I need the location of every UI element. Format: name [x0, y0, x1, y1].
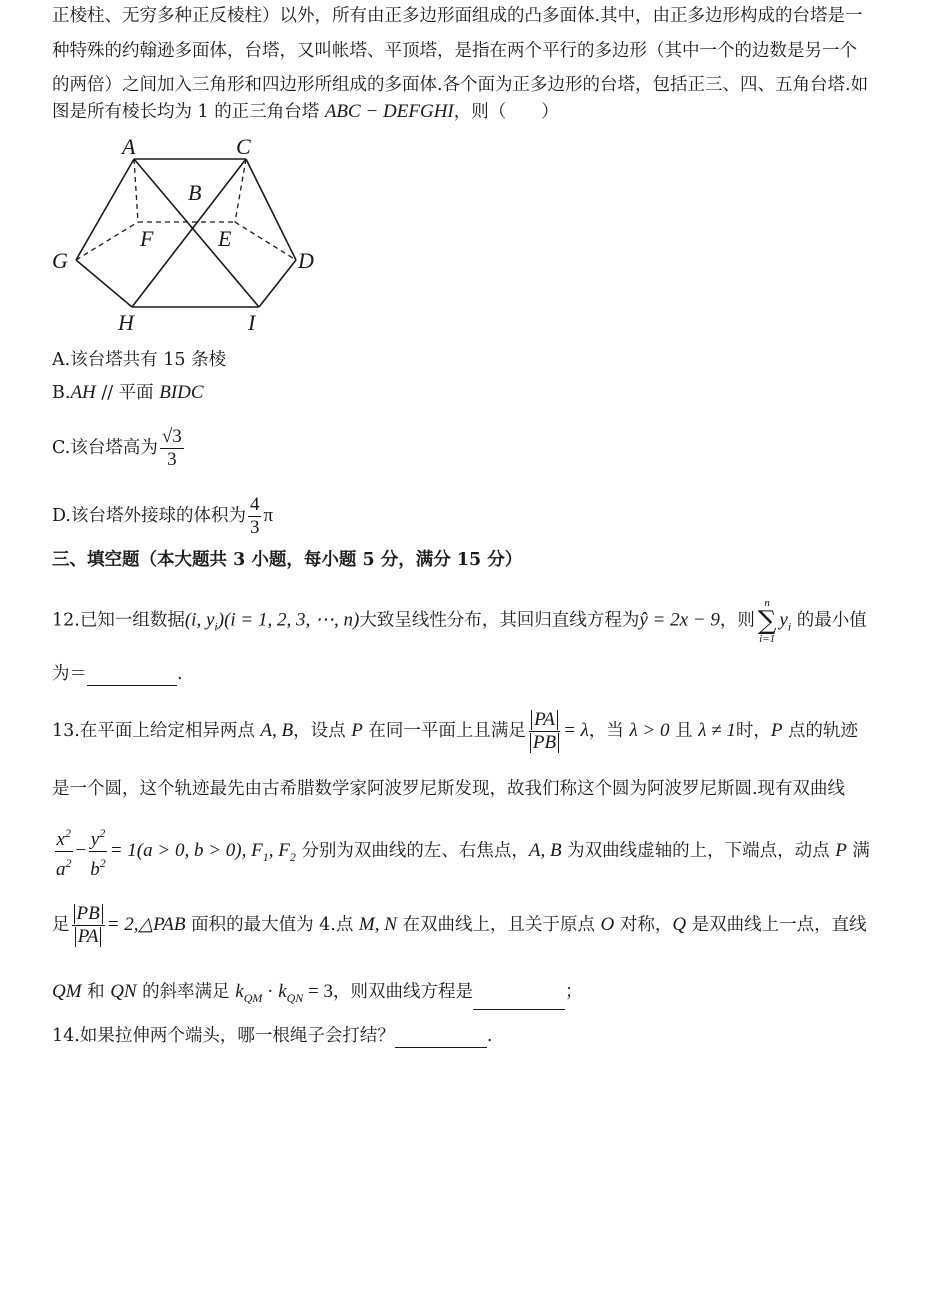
answer-blank-13[interactable]	[473, 991, 565, 1010]
edge-af	[134, 159, 138, 222]
answer-blank-12[interactable]	[87, 667, 177, 686]
solid-name: ABC − DEFGHI	[324, 101, 454, 122]
option-a: A.该台塔共有 15 条棱	[52, 350, 227, 370]
question-13-line-2: 是一个圆，这个轨迹最先由古希腊数学家阿波罗尼斯发现，故我们称这个圆为阿波罗尼斯圆.现有双曲线	[52, 779, 846, 799]
question-13-line-1: 13.在平面上给定相异两点 A, B，设点 P 在同一平面上且满足 $\frac{PA}{PB}$ = λ，当 λ > 0 且 λ ≠ 1时，P 点的轨迹	[52, 709, 859, 753]
intro-line-1: 正棱柱、无穷多种正反棱柱）以外，所有由正多边形面组成的凸多面体.其中，由正多边形构成的台塔是一	[52, 6, 863, 26]
label-g: G	[52, 248, 68, 273]
edge-id	[259, 260, 296, 307]
volume-fraction: $\frac{4}{3}$	[249, 494, 260, 538]
option-b: B.AH // 平面 BIDC	[52, 382, 204, 403]
label-b: B	[188, 180, 202, 205]
option-d: D.该台塔外接球的体积为 $\frac{4}{3}$ π	[52, 494, 274, 538]
label-e: E	[218, 226, 232, 251]
question-14: 14.如果拉伸两个端头，哪一根绳子会打结？ .	[52, 1026, 493, 1046]
label-f: F	[140, 226, 154, 251]
answer-blank-14[interactable]	[395, 1029, 487, 1048]
triangular-cupola-figure	[50, 132, 330, 337]
intro-line-2: 种特殊的约翰逊多面体，台塔，又叫帐塔、平顶塔，是指在两个平行的多边形（其中一个的边数是另一个	[52, 41, 857, 61]
edge-ag	[76, 159, 134, 260]
section-3-title: 三、填空题（本大题共 3 小题，每小题 5 分，满分 15 分）	[52, 550, 523, 570]
question-12-line-2: 为＝ .	[52, 664, 183, 684]
question-13-line-5: QM 和 QN 的斜率满足 $k_{QM} \cdot k_{QN} = 3$，则双曲线方程是 ；	[52, 980, 583, 1010]
intro-line-4: 图是所有棱长均为 1 的正三角台塔 ABC − DEFGHI，则（ ）	[52, 101, 559, 122]
ratio-fraction-2: $\frac{PB}{PA}$	[72, 903, 105, 948]
ratio-fraction: $\frac{PA}{PB}$	[528, 709, 561, 754]
edge-gh	[76, 260, 132, 307]
label-a: A	[122, 134, 136, 159]
option-c: C.该台塔高为 $\frac{√3}{3}$	[52, 426, 182, 470]
summation: n ∑ i=1	[757, 597, 777, 645]
edge-dc	[246, 159, 296, 260]
label-c: C	[236, 134, 251, 159]
question-13-line-4: 足 $\frac{PB}{PA}$ = 2,△PAB 面积的最大值为 4.点 M, N 在双曲线上，且关于原点 O 对称，Q 是双曲线上一点，直线	[52, 903, 867, 947]
question-12-line-1: 12.已知一组数据(i, $y_i)(i = 1$, 2, 3, ⋯, n)大致呈线性分布，其回归直线方程为ŷ = 2x − 9，则 n ∑ i=1 $y_i$ 的最小值	[52, 597, 867, 645]
label-i: I	[248, 310, 256, 335]
label-h: H	[118, 310, 134, 335]
question-13-line-3: $\frac{x^2}{a^2}$ − $\frac{y^2}{b^2}$ = 1(a > 0, b > 0), $F_1$, $F_2$ 分别为双曲线的左、右焦点，A, B 为双曲线虚轴的上，下端点，动点 P 满	[52, 822, 870, 881]
label-d: D	[298, 248, 314, 273]
height-fraction: $\frac{√3}{3}$	[161, 426, 182, 470]
y-term: $\frac{y^2}{b^2}$	[88, 822, 108, 881]
edge-ce	[235, 159, 246, 222]
x-term: $\frac{x^2}{a^2}$	[54, 822, 74, 881]
edge-gf	[76, 222, 138, 260]
intro-line-3: 的两倍）之间加入三角形和四边形所组成的多面体.各个面为正多边形的台塔，包括正三、四、五角台塔.如	[52, 75, 869, 95]
